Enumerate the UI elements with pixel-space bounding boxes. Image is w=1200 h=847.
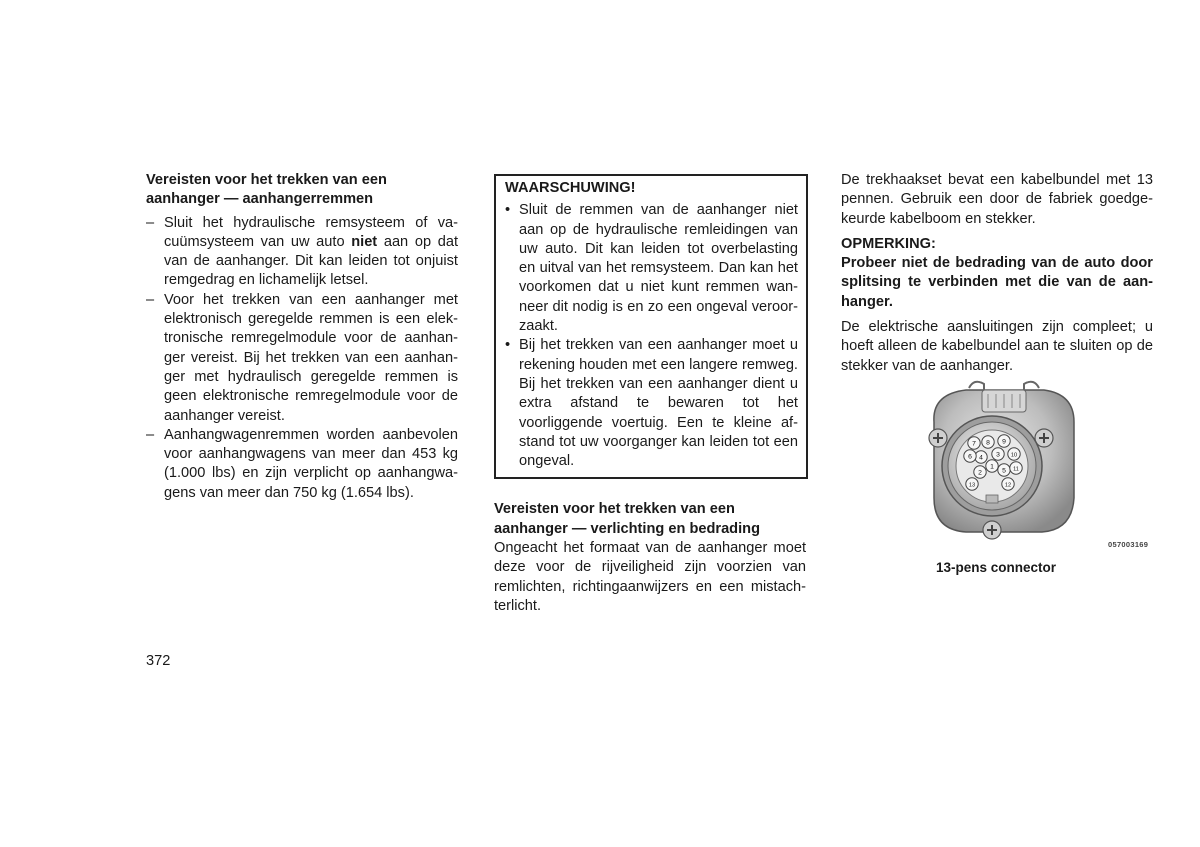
figure-code: 057003169 xyxy=(1108,540,1149,549)
emphasis-text: niet xyxy=(351,233,378,250)
figure-caption: 13-pens connector xyxy=(936,560,1057,575)
list-item xyxy=(146,291,458,426)
screw-left-icon xyxy=(929,429,947,447)
pin-label: 11 xyxy=(1013,466,1019,473)
list-item xyxy=(146,214,458,291)
pin-label: 7 xyxy=(972,440,976,448)
pin-label: 3 xyxy=(996,451,1000,459)
pin-label: 9 xyxy=(1002,438,1006,446)
list-item-text: Aanhangwagenremmen worden aanbevolen voor aanhangwagens van meer dan 453 kg (1.000 lbs) en zijn verplicht op aanhangwagens van meer dan 750 kg (1.654 lbs). xyxy=(164,426,458,501)
connection-text: De elektrische aansluitingen zijn compleet; u hoeft alleen de kabelbundel aan te sluiten op de stekker van de aanhanger. xyxy=(841,319,1153,374)
dash-marker: – xyxy=(146,291,155,308)
note-title: OPMERKING: xyxy=(841,235,936,252)
bullet-marker: • xyxy=(505,337,511,354)
intro-text: De trekhaakset bevat een kabelbundel met 13 pennen. Gebruik een door de fabriek goedgekeurde kabelboom en stekker. xyxy=(841,172,1153,227)
pin-label: 2 xyxy=(978,469,982,477)
list-item xyxy=(146,426,458,503)
warning-item xyxy=(505,336,798,471)
column-right xyxy=(841,171,1153,376)
section-heading-brakes: Vereisten voor het trekken van een aanhanger — aanhangerremmen xyxy=(146,172,387,208)
pin-label: 5 xyxy=(1002,467,1006,475)
brakes-list xyxy=(146,214,458,503)
pin-label: 4 xyxy=(979,454,983,462)
bullet-marker: • xyxy=(505,202,511,219)
note-body: Probeer niet de bedrading van de auto door splitsing te verbinden met die van de aanhanger. xyxy=(841,255,1153,310)
dash-marker: – xyxy=(146,214,155,231)
lighting-section xyxy=(494,500,806,616)
pin-label: 6 xyxy=(968,453,972,461)
warning-list xyxy=(505,201,798,471)
pin-label: 8 xyxy=(986,439,990,447)
pin-label: 10 xyxy=(1010,452,1018,459)
list-item-text: Voor het trekken van een aanhanger met elektronisch geregelde remmen is een elektronische remregelmodule voor de aanhanger vereist. Bij het trekken van een aanhanger met hydraulisch geregelde remmen is geen elektronische remregelmodule voor de aanhanger vereist. xyxy=(164,291,458,424)
pin-label: 1 xyxy=(990,463,994,471)
pin-label: 12 xyxy=(1004,482,1012,489)
warning-item-text: Bij het trekken van een aanhanger moet u rekening houden met een langere remweg. Bij het trekken van een aanhanger dient u extra afstand te bewaren tot het voorliggende voertuig. Een te kleine afstand tot uw voorganger kan leiden tot een ongeval. xyxy=(519,337,798,470)
pin-label: 13 xyxy=(968,482,976,489)
lighting-text: Ongeacht het formaat van de aanhanger moet deze voor de rijveiligheid zijn voorzien van remlichten, richtingaanwijzers en een mistachterlicht. xyxy=(494,540,806,614)
dash-marker: – xyxy=(146,426,155,443)
page-number: 372 xyxy=(146,653,171,669)
warning-title: WAARSCHUWING! xyxy=(505,180,636,196)
connector-illustration xyxy=(914,380,1154,555)
screw-bottom-icon xyxy=(983,521,1001,539)
warning-item xyxy=(505,201,798,336)
warning-box xyxy=(494,174,808,479)
list-item-text: Sluit het hydraulische remsysteem of vacuümsysteem van uw auto niet aan op dat van de aanhanger. Dit kan leiden tot onjuist remgedrag en lichamelijk letsel. xyxy=(164,214,458,289)
warning-item-text: Sluit de remmen van de aanhanger niet aan op de hydraulische remleidingen van uw auto. Dit kan leiden tot overbelasting en uitval van het remsysteem. Dan kan het voorkomen dat u niet kunt remmen wanneer dit nodig is en zo een ongeval veroorzaakt. xyxy=(519,202,798,335)
column-left xyxy=(146,171,458,503)
column-middle xyxy=(494,174,806,616)
section-heading-lighting: Vereisten voor het trekken van een aanhanger — verlichting en bedrading xyxy=(494,501,760,537)
